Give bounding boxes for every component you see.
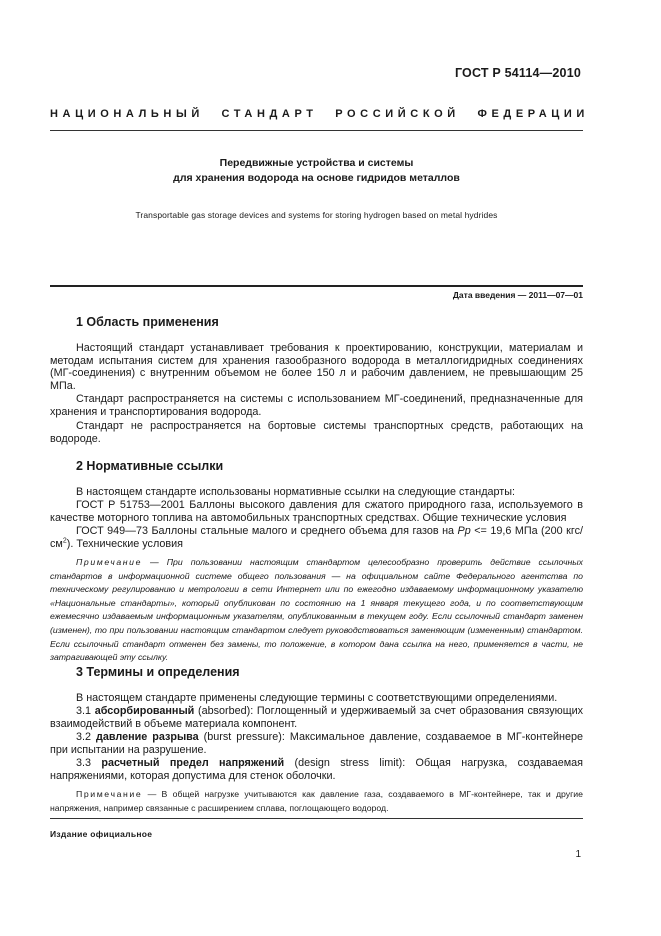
page-number: 1 [575, 849, 581, 860]
header-divider [50, 130, 583, 131]
section-2-paragraph-1: В настоящем стандарте использованы нормативные ссылки на следующие стандарты: [76, 486, 515, 498]
term-3-1: 3.1 абсорбированный (absorbed): Поглощенный и удерживаемый за счет образования связующих взаимодействий в объеме материала компонент. [50, 705, 584, 730]
reference-gost-949: ГОСТ 949—73 Баллоны стальные малого и среднего объема для газов на Pp <= 19,6 МПа (200 кгс/$см^2$). Технические условия [50, 525, 583, 550]
edition-label: Издание официальное [50, 829, 153, 839]
note-label: Примечание [76, 557, 143, 567]
term-3-3: 3.3 расчетный предел напряжений (design stress limit): Общая нагрузка, создаваемая напряжениями, которая допустима для стенок оболочки. [50, 757, 583, 782]
term-burst-pressure: давление разрыва [96, 731, 199, 743]
section-1-heading: 1 Область применения [76, 315, 219, 329]
effective-date: Дата введения — 2011—07—01 [452, 290, 583, 300]
section-3-paragraph-1: В настоящем стандарте применены следующие термины с соответствующими определениями. [76, 692, 558, 704]
title-ru-line-2: для хранения водорода на основе гидридов металлов [173, 172, 460, 184]
section-1-paragraph-3: Стандарт не распространяется на бортовые системы транспортных средств, работающих на водороде. [50, 420, 583, 445]
document-title-ru [50, 156, 583, 186]
title-ru-line-1: Передвижные устройства и системы [219, 157, 414, 169]
footer-divider [50, 818, 583, 819]
title-divider [50, 285, 583, 287]
section-1-paragraph-2: Стандарт распространяется на системы с использованием МГ-соединений, предназначенные для хранения и транспортирования водорода. [50, 393, 583, 418]
section-1-paragraph-1: Настоящий стандарт устанавливает требования к проектированию, конструкции, материалам и методам испытания систем для хранения газообразного водорода в металлогидридных соединениях (МГ-соединения) с внутренним объемом не более 150 л и рабочим давлением, не превышающим 25 МПа. [50, 342, 583, 392]
note-label: Примечание [76, 789, 143, 799]
reference-gost-r-51753: ГОСТ Р 51753—2001 Баллоны высокого давления для сжатого природного газа, используемого в качестве моторного топлива на автомобильных транспортных средствах. Общие технические условия [50, 499, 583, 524]
term-design-stress-limit: расчетный предел напряжений [101, 757, 285, 769]
standard-type-line: НАЦИОНАЛЬНЫЙ СТАНДАРТ РОССИЙСКОЙ ФЕДЕРАЦИИ [50, 108, 589, 120]
section-3-heading: 3 Термины и определения [76, 665, 240, 679]
section-3-note: Примечание — В общей нагрузке учитываются как давление газа, создаваемого в МГ-контейнере, так и другие напряжения, например связанные с расширением сплава, поглощающего водород. [50, 789, 583, 813]
document-title-en: Transportable gas storage devices and systems for storing hydrogen based on metal hydrides [135, 210, 498, 220]
term-3-2: 3.2 давление разрыва (burst pressure): Максимальное давление, создаваемое в МГ-контейнере при испытании на разрушение. [50, 731, 583, 756]
term-absorbed: абсорбированный [94, 705, 195, 717]
section-2-heading: 2 Нормативные ссылки [76, 459, 224, 473]
document-number: ГОСТ Р 54114—2010 [454, 66, 581, 80]
section-2-note: Примечание — При пользовании настоящим стандартом целесообразно проверить действие ссылочных стандартов в информационной системе общего пользования — на официальном сайте Федерального агентства по техническому регулированию и метрологии в сети Интернет или по ежегодно издаваемому информационному указателю «Национальные стандарты», который опубликован по состоянию на 1 января текущего года, и по соответствующим ежемесячно издаваемым информационным указателям, опубликованным в текущем году. Если ссылочный стандарт заменен (изменен), то при пользовании настоящим стандартом следует руководствоваться заменяющим (измененным) стандартом. Если ссылочный стандарт отменен без замены, то положение, в котором дана ссылка на него, применяется в части, не затрагивающей эту ссылку. [50, 557, 583, 663]
